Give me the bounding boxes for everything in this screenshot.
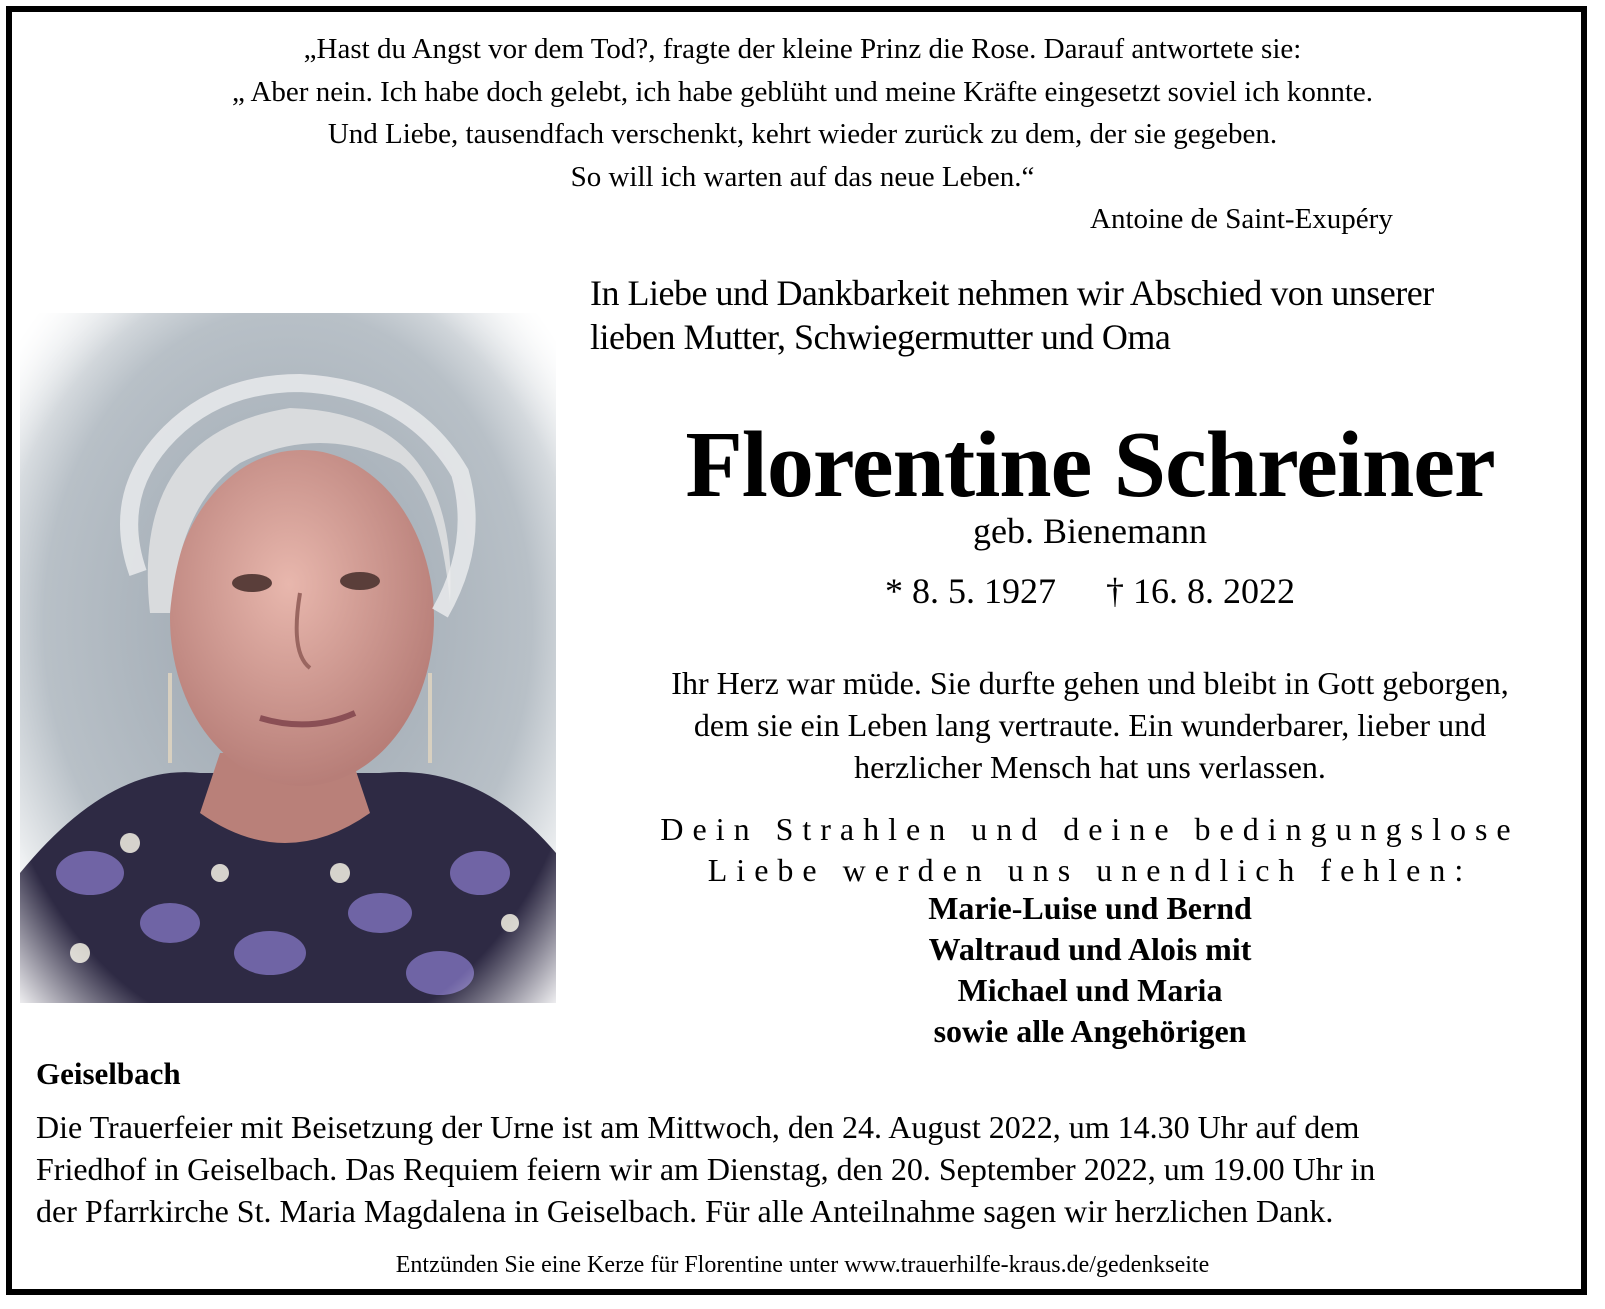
- mourner-line: Michael und Maria: [957, 972, 1223, 1008]
- verse-text: [590, 662, 1590, 788]
- quote-line-2: „ Aber nein. Ich habe doch gelebt, ich habe geblüht und meine Kräfte eingesetzt soviel ich konnte.: [231, 76, 1374, 108]
- farewell-line-2: Liebe werden uns unendlich fehlen:: [707, 852, 1473, 888]
- quote-author: Antoine de Saint-Exupéry: [1090, 203, 1393, 235]
- intro-line-1: In Liebe und Dankbarkeit nehmen wir Abschied von unserer: [590, 273, 1434, 313]
- footer-candle-note: Entzünden Sie eine Kerze für Florentine unter www.trauerhilfe-kraus.de/gedenkseite: [395, 1252, 1210, 1278]
- quote-line-3: Und Liebe, tausendfach verschenkt, kehrt wieder zurück zu dem, der sie gegeben.: [327, 118, 1278, 150]
- farewell-line-1: Dein Strahlen und deine bedingungslose: [660, 811, 1520, 847]
- death-date: † 16. 8. 2022: [1106, 571, 1295, 611]
- service-line-2: Friedhof in Geiselbach. Das Requiem feiern wir am Dienstag, den 20. September 2022, um 19.00 Uhr in: [36, 1151, 1376, 1187]
- quote-line-4: So will ich warten auf das neue Leben.“: [570, 161, 1035, 193]
- service-info: [36, 1106, 1596, 1232]
- mourners-list: [590, 888, 1590, 1052]
- quote-line-1: „Hast du Angst vor dem Tod?, fragte der kleine Prinz die Rose. Darauf antwortete sie:: [303, 33, 1302, 65]
- service-line-1: Die Trauerfeier mit Beisetzung der Urne ist am Mittwoch, den 24. August 2022, um 14.30 Uhr auf dem: [36, 1109, 1360, 1145]
- mourner-line: sowie alle Angehörigen: [933, 1013, 1247, 1049]
- verse-line-1: Ihr Herz war müde. Sie durfte gehen und bleibt in Gott geborgen,: [671, 665, 1509, 701]
- birth-date: * 8. 5. 1927: [885, 571, 1056, 611]
- mourner-line: Marie-Luise und Bernd: [928, 890, 1252, 926]
- maiden-name: geb. Bienemann: [973, 511, 1207, 551]
- deceased-name: Florentine Schreiner: [685, 413, 1495, 517]
- mourner-line: Waltraud und Alois mit: [928, 931, 1252, 967]
- place-name: Geiselbach: [36, 1056, 181, 1091]
- verse-line-2: dem sie ein Leben lang vertraute. Ein wunderbarer, lieber und: [693, 707, 1487, 743]
- service-line-3: der Pfarrkirche St. Maria Magdalena in Geiselbach. Für alle Anteilnahme sagen wir herzlichen Dank.: [36, 1193, 1334, 1229]
- verse-line-3: herzlicher Mensch hat uns verlassen.: [854, 749, 1326, 785]
- intro-line-2: lieben Mutter, Schwiegermutter und Oma: [590, 317, 1171, 357]
- life-dates: [590, 570, 1590, 612]
- farewell-text: [590, 809, 1590, 891]
- portrait-photo: [20, 313, 556, 1003]
- intro-text: [590, 271, 1590, 359]
